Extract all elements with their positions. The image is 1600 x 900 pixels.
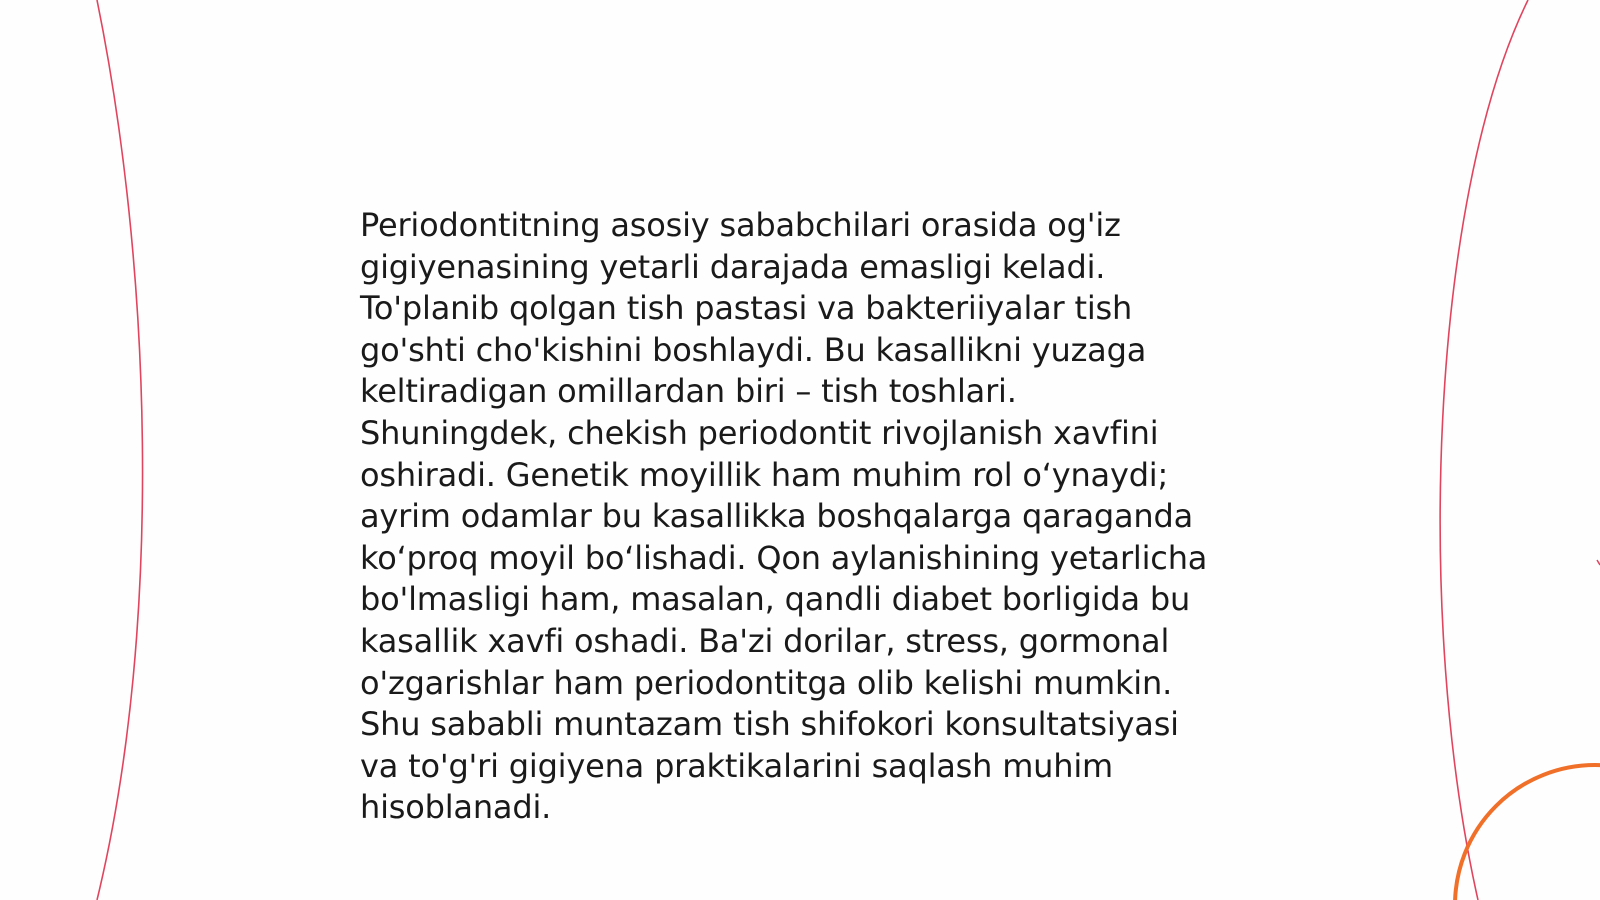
body-line: Shu sababli muntazam tish shifokori konsultatsiyasi xyxy=(360,705,1179,744)
body-line: go'shti cho'kishini boshlaydi. Bu kasallikni yuzaga xyxy=(360,330,1147,369)
body-line: koʻproq moyil boʻlishadi. Qon aylanishining yetarlicha xyxy=(360,538,1208,577)
body-line: oshiradi. Genetik moyillik ham muhim rol oʻynaydi; xyxy=(360,455,1169,494)
body-line: Shuningdek, chekish periodontit rivojlanish xavfini xyxy=(360,413,1159,452)
right-arc-decoration xyxy=(1440,0,1528,900)
body-line: gigiyenasining yetarli darajada emasligi keladi. xyxy=(360,247,1106,286)
body-line: va to'g'ri gigiyena praktikalarini saqlash muhim xyxy=(360,746,1113,785)
body-line: bo'lmasligi ham, masalan, qandli diabet borligida bu xyxy=(360,580,1191,619)
orange-circle-decoration xyxy=(1455,765,1600,900)
body-line: o'zgarishlar ham periodontitga olib kelishi mumkin. xyxy=(360,663,1173,702)
body-line: To'planib qolgan tish pastasi va bakteriiyalar tish xyxy=(360,289,1133,328)
body-line: ayrim odamlar bu kasallikka boshqalarga qaraganda xyxy=(360,497,1193,536)
body-line: hisoblanadi. xyxy=(360,788,552,827)
body-paragraph xyxy=(360,205,1240,829)
body-line: keltiradigan omillardan biri – tish toshlari. xyxy=(360,372,1017,411)
left-arc-decoration xyxy=(97,0,143,900)
body-line: kasallik xavfi oshadi. Ba'zi dorilar, stress, gormonal xyxy=(360,621,1170,660)
body-line: Periodontitning asosiy sababchilari orasida og'iz xyxy=(360,206,1121,244)
